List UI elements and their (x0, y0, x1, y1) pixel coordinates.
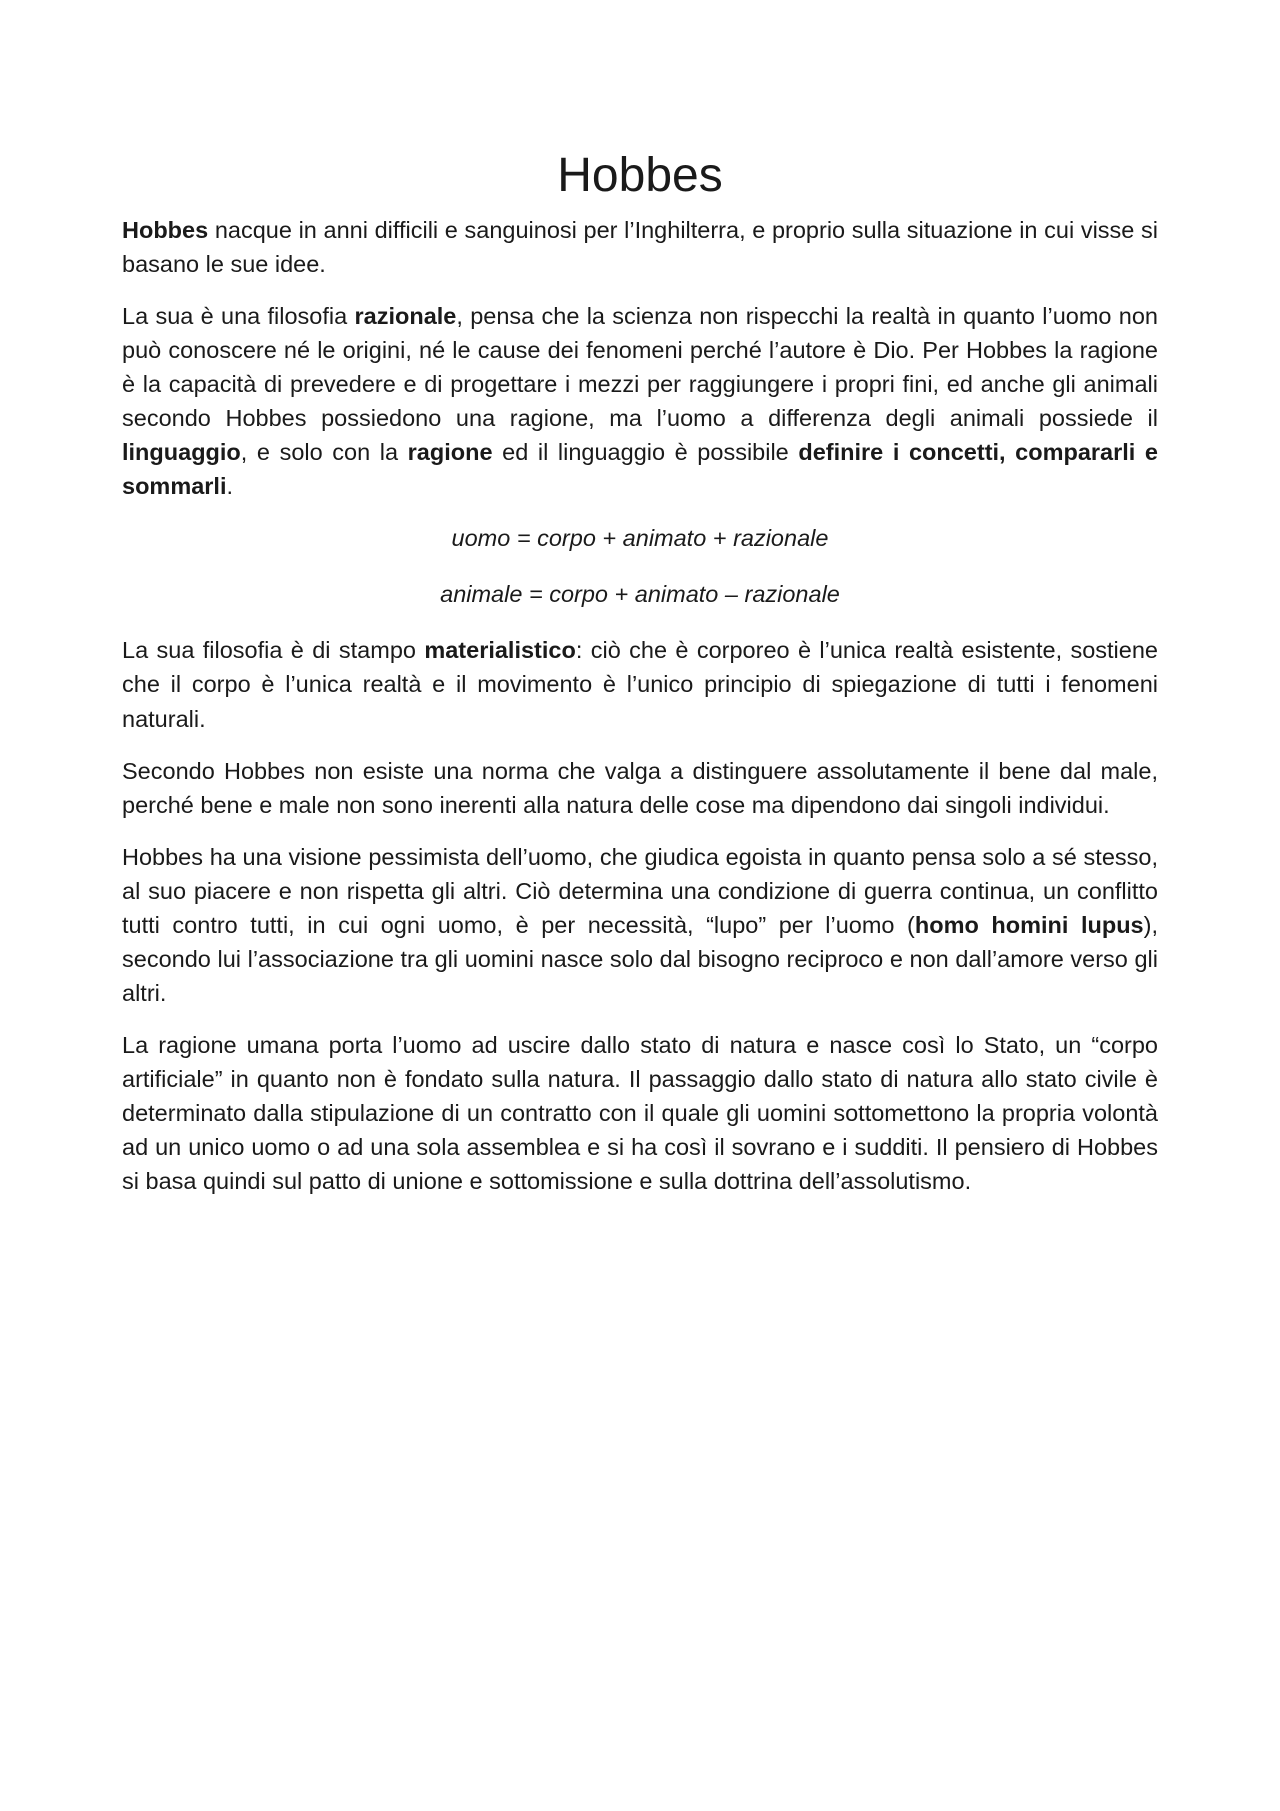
paragraph-text: : ciò che è corporeo è l’unica realtà esistente, sostiene che il corpo è l’unica realtà e il movimento è l’unico principio di spiegazione di tutti i fenomeni naturali. (122, 637, 1158, 732)
paragraph-text: . (226, 473, 234, 500)
bold-term: Hobbes (122, 216, 209, 243)
paragraph-text: , pensa che la scienza non rispecchi la realtà in quanto l’uomo non può conoscere né le origini, né le cause dei fenomeni perché l’autore è Dio. Per Hobbes la ragione è la capacità di prevedere e di progettare i mezzi per raggiungere i propri fini, ed anche gli animali secondo Hobbes possiedono una ragione, ma l’uomo a differenza degli animali possiede il (122, 302, 1158, 432)
paragraph-text: , e solo con la (240, 439, 408, 466)
paragraph-rationalism (122, 299, 1158, 503)
bold-term: linguaggio (122, 439, 241, 466)
paragraph-text: ), secondo lui l’associazione tra gli uomini nasce solo dal bisogno reciproco e non dall’amore verso gli altri. (122, 911, 1158, 1006)
paragraph-text: Secondo Hobbes non esiste una norma che valga a distinguere assolutamente il bene dal male, perché bene e male non sono inerenti alla natura delle cose ma dipendono dai singoli individui. (122, 757, 1158, 818)
bold-term: materialistico (424, 637, 576, 664)
paragraph-state (122, 1028, 1158, 1198)
formula-animale: animale = corpo + animato – razionale (440, 581, 840, 608)
document-page (122, 150, 1158, 1216)
paragraph-good-evil (122, 754, 1158, 822)
bold-term: definire i concetti, compararli e sommarli (122, 439, 1158, 500)
paragraph-materialism (122, 633, 1158, 735)
formula-uomo: uomo = corpo + animato + razionale (451, 525, 829, 552)
bold-term: homo homini lupus (914, 911, 1144, 938)
paragraph-text: nacque in anni difficili e sanguinosi per l’Inghilterra, e proprio sulla situazione in cui visse si basano le sue idee. (122, 216, 1158, 277)
bold-term: ragione (407, 439, 493, 466)
paragraph-intro (122, 213, 1158, 281)
bold-term: razionale (354, 302, 457, 329)
paragraph-text: Hobbes ha una visione pessimista dell’uomo, che giudica egoista in quanto pensa solo a sé stesso, al suo piacere e non rispetta gli altri. Ciò determina una condizione di guerra continua, un conflitto tutti contro tutti, in cui ogni uomo, è per necessità, “lupo” per l’uomo ( (122, 843, 1158, 938)
paragraph-text: La sua filosofia è di stampo (122, 637, 425, 664)
paragraph-pessimism (122, 840, 1158, 1010)
paragraph-text: ed il linguaggio è possibile (492, 439, 799, 466)
paragraph-text: La ragione umana porta l’uomo ad uscire dallo stato di natura e nasce così lo Stato, un “corpo artificiale” in quanto non è fondato sulla natura. Il passaggio dallo stato di natura allo stato civile è determinato dalla stipulazione di un contratto con il quale gli uomini sottomettono la propria volontà ad un unico uomo o ad una sola assemblea e si ha così il sovrano e i sudditi. Il pensiero di Hobbes si basa quindi sul patto di unione e sottomissione e sulla dottrina dell’assolutismo. (122, 1032, 1158, 1195)
paragraph-text: La sua è una filosofia (122, 302, 355, 329)
page-title: Hobbes (557, 149, 723, 202)
